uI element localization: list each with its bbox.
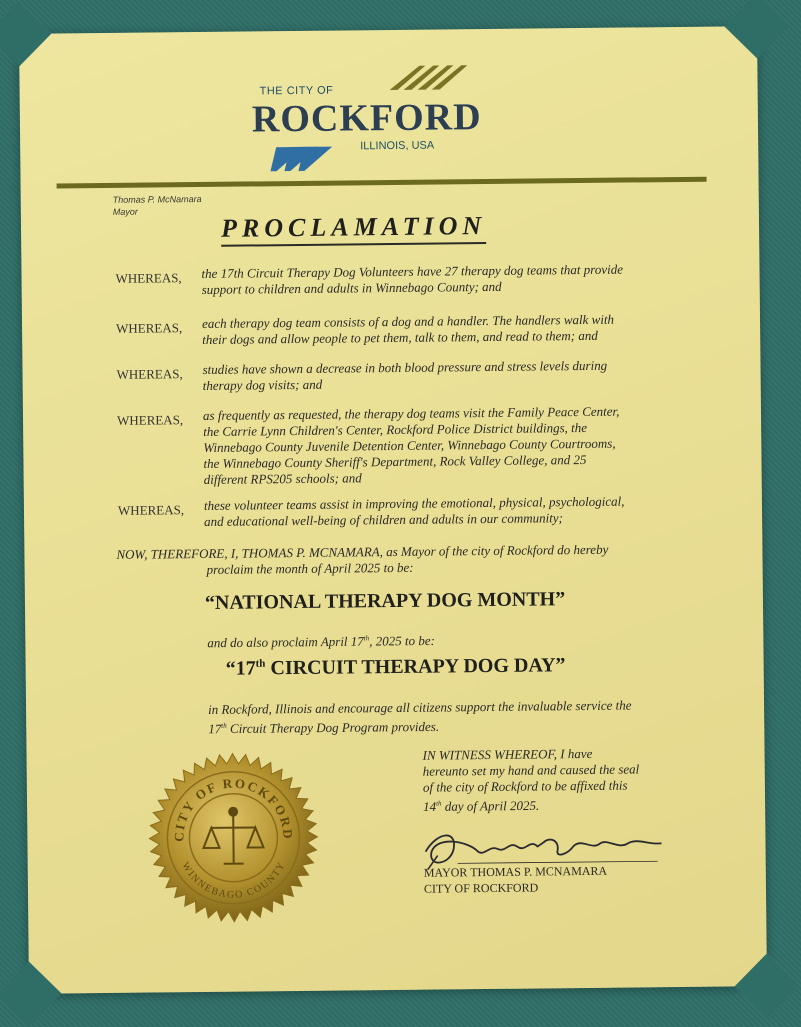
city-seal — [147, 751, 321, 925]
whereas-clause-4: as frequently as requested, the therapy dog teams visit the Family Peace Center, the Carrie Lynn Children's Center, Rockford Police District buildings, the Winnebago County Juvenile Detention Center, Winnebago County Courtrooms, the Winnebago County Sheriff's Department, Rock Valley College, and 25 different RPS205 schools; and — [203, 403, 634, 487]
letterhead-mayor-title: Mayor — [113, 207, 138, 217]
logo-chevron-mark-bottom — [260, 142, 350, 173]
folder-corner-slot-bottom-right — [734, 954, 799, 1019]
encourage-paragraph: in Rockford, Illinois and encourage all citizens support the invaluable service the 17th Circuit Therapy Dog Program provides. — [208, 697, 648, 737]
whereas-clause-5: these volunteer teams assist in improving the emotional, physical, psychological, and educational well-being of children and adults in our community; — [204, 493, 634, 530]
whereas-clause-3: studies have shown a decrease in both blood pressure and stress levels during therapy dog visits; and — [202, 357, 632, 394]
letterhead-rule — [57, 177, 707, 189]
logo-the-city-of: THE CITY OF — [260, 85, 334, 98]
logo-chevron-mark-top — [379, 61, 469, 92]
circuit-therapy-dog-day-heading: “17th CIRCUIT THERAPY DOG DAY” — [226, 654, 566, 681]
folder-corner-slot-top-left — [0, 1, 52, 66]
document-title: PROCLAMATION — [221, 211, 486, 247]
folder-corner-slot-top-right — [724, 0, 789, 59]
letterhead-mayor-name: Thomas P. McNamara — [113, 194, 202, 205]
seal-lower-text: WINNEBAGO COUNTY — [179, 860, 288, 902]
signature-city: CITY OF ROCKFORD — [424, 881, 538, 897]
whereas-label: WHEREAS, — [115, 270, 181, 287]
whereas-label: WHEREAS, — [117, 412, 183, 429]
city-of-rockford-logo — [239, 61, 500, 174]
whereas-clause-1: the 17th Circuit Therapy Dog Volunteers have 27 therapy dog teams that provide support to children and adults in Winnebago County; and — [201, 261, 631, 298]
also-proclaim-line: and do also proclaim April 17th, 2025 to be: — [207, 630, 435, 652]
whereas-clause-2: each therapy dog team consists of a dog and a handler. The handlers walk with their dogs and allow people to pet them, talk to them, and read to them; and — [202, 311, 632, 348]
proclamation-document — [19, 26, 767, 994]
whereas-label: WHEREAS, — [116, 320, 182, 337]
logo-rockford-wordmark: ROCKFORD — [252, 95, 482, 141]
now-therefore-paragraph: NOW, THEREFORE, I, THOMAS P. MCNAMARA, as Mayor of the city of Rockford do hereby proclaim the month of April 2025 to be: — [116, 541, 656, 579]
seal-outer-text: CITY OF ROCKFORD — [171, 775, 296, 842]
whereas-label: WHEREAS, — [118, 502, 184, 519]
whereas-label: WHEREAS, — [116, 366, 182, 383]
national-therapy-dog-month-heading: “NATIONAL THERAPY DOG MONTH” — [205, 588, 565, 615]
witness-paragraph: IN WITNESS WHEREOF, I have hereunto set my hand and caused the seal of the city of Rockford to be affixed this 14th day of April 2025. — [422, 745, 653, 815]
signature-name: MAYOR THOMAS P. MCNAMARA — [424, 864, 608, 881]
logo-illinois-usa: ILLINOIS, USA — [360, 140, 434, 153]
folder-corner-slot-bottom-left — [0, 961, 62, 1026]
